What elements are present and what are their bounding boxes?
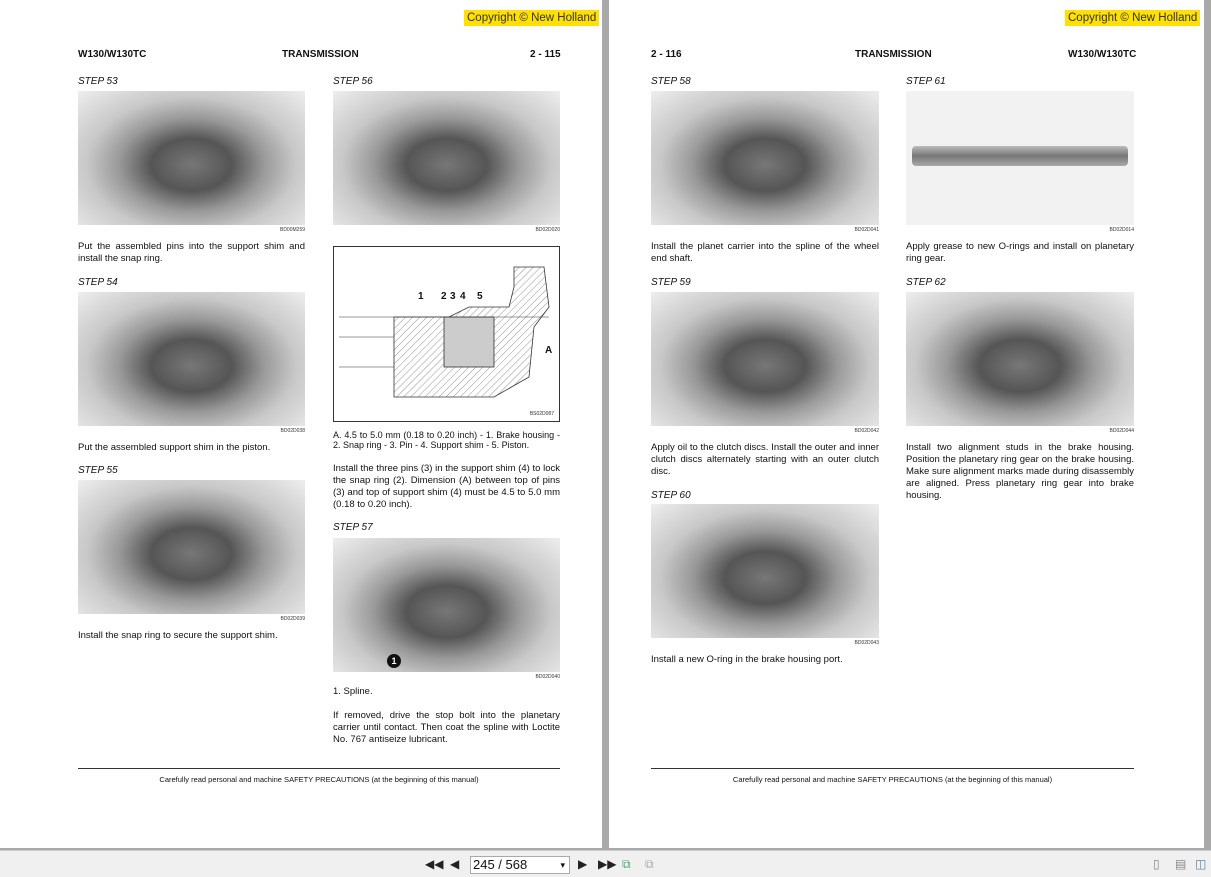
step-photo (651, 504, 879, 638)
image-code: BD00M259 (279, 227, 305, 233)
step-title: STEP 54 (78, 277, 118, 288)
page-number-value: 245 / 568 (473, 857, 528, 872)
step-title: STEP 62 (906, 277, 946, 288)
photo-caption: 1. Spline. (333, 686, 373, 697)
last-page-icon[interactable]: ▶▶ (598, 857, 617, 871)
step-title: STEP 56 (333, 76, 373, 87)
first-page-icon[interactable]: ◀◀ (425, 857, 444, 871)
step-photo (333, 538, 560, 672)
header-page: 2 - 116 (651, 49, 682, 60)
step-photo (906, 91, 1134, 225)
step-text: Install the planet carrier into the spline of the wheel end shaft. (651, 241, 879, 264)
copyright-badge: Copyright © New Holland (1065, 10, 1200, 26)
next-page-icon[interactable]: ▶ (578, 857, 588, 871)
continuous-view-icon[interactable]: ▤ (1175, 857, 1187, 871)
image-code: BS02D087 (529, 411, 554, 417)
step-text: Apply grease to new O-rings and install on planetary ring gear. (906, 241, 1134, 264)
step-photo (651, 91, 879, 225)
image-code: BD02D014 (1109, 227, 1134, 233)
image-code: BD02D044 (1109, 428, 1134, 434)
step-text: Apply oil to the clutch discs. Install the outer and inner clutch discs alternately starting with an outer clutch disc. (651, 442, 879, 477)
step-title: STEP 57 (333, 522, 373, 533)
step-text: Put the assembled pins into the support shim and install the snap ring. (78, 241, 305, 264)
left-page (0, 0, 602, 848)
label-3: 3 (450, 291, 456, 302)
label-a: A (545, 345, 553, 356)
footer-rule (651, 768, 1134, 769)
image-code: BD02D043 (854, 640, 879, 646)
image-code: BD02D041 (854, 227, 879, 233)
copy-page-icon[interactable]: ⧉ (622, 857, 631, 871)
label-4: 4 (460, 291, 466, 302)
dropdown-arrow-icon[interactable]: ▾ (560, 860, 565, 870)
step-title: STEP 59 (651, 277, 691, 288)
step-title: STEP 53 (78, 76, 118, 87)
step-text: Install a new O-ring in the brake housing port. (651, 654, 843, 665)
step-text: Put the assembled support shim in the piston. (78, 442, 271, 453)
callout-1: 1 (387, 654, 401, 668)
step-text: Install two alignment studs in the brake housing. Position the planetary ring gear on the brake housing. Make sure alignment marks made during disassembly are aligned. Press planetary ring gear into brake housing. (906, 442, 1134, 501)
label-2: 2 (441, 291, 447, 302)
footer-text: Carefully read personal and machine SAFETY PRECAUTIONS (at the beginning of this manual) (732, 775, 1053, 784)
label-5: 5 (477, 291, 483, 302)
previous-page-icon[interactable]: ◀ (450, 857, 460, 871)
diagram-caption: A. 4.5 to 5.0 mm (0.18 to 0.20 inch) - 1. Brake housing - 2. Snap ring - 3. Pin - 4. Support shim - 5. Piston. (333, 430, 560, 450)
label-1: 1 (418, 291, 424, 302)
footer-text: Carefully read personal and machine SAFETY PRECAUTIONS (at the beginning of this manual) (159, 775, 479, 784)
step-title: STEP 55 (78, 465, 118, 476)
header-page: 2 - 115 (530, 49, 561, 60)
step-title: STEP 58 (651, 76, 691, 87)
step-photo (78, 292, 305, 426)
footer-rule (78, 768, 560, 769)
two-page-view-icon[interactable]: ◫ (1195, 857, 1207, 871)
step-photo (78, 480, 305, 614)
step-photo (651, 292, 879, 426)
step-photo (906, 292, 1134, 426)
right-page (609, 0, 1204, 848)
step-photo (333, 91, 560, 225)
step-photo (78, 91, 305, 225)
single-page-view-icon[interactable]: ▯ (1153, 857, 1160, 871)
header-section: TRANSMISSION (282, 49, 359, 60)
cross-section-diagram (333, 246, 560, 422)
header-section: TRANSMISSION (855, 49, 932, 60)
step-title: STEP 61 (906, 76, 946, 87)
step-title: STEP 60 (651, 490, 691, 501)
image-code: BD02D038 (280, 428, 305, 434)
step-text: Install the three pins (3) in the support shim (4) to lock the snap ring (2). Dimension (A) between top of pins (3) and top of support shim (4) must be 4.5 to 5.0 mm (0.18 to 0.20 inch). (333, 463, 560, 510)
page-number-input[interactable] (470, 856, 570, 874)
image-code: BD02D039 (280, 616, 305, 622)
step-text: If removed, drive the stop bolt into the planetary carrier until contact. Then coat the spline with Loctite No. 767 antiseize lubricant. (333, 710, 560, 745)
header-model: W130/W130TC (1068, 49, 1137, 60)
paste-page-icon[interactable]: ⧉ (645, 857, 654, 871)
diagram-drawing (334, 247, 559, 421)
image-code: BD02D042 (854, 428, 879, 434)
image-code: BD02D040 (535, 674, 560, 680)
header-model: W130/W130TC (78, 49, 147, 60)
image-code: BD02D020 (535, 227, 560, 233)
ring-gear-image (912, 146, 1128, 166)
step-text: Install the snap ring to secure the support shim. (78, 630, 278, 641)
viewer-toolbar (0, 850, 1211, 877)
copyright-badge: Copyright © New Holland (464, 10, 599, 26)
